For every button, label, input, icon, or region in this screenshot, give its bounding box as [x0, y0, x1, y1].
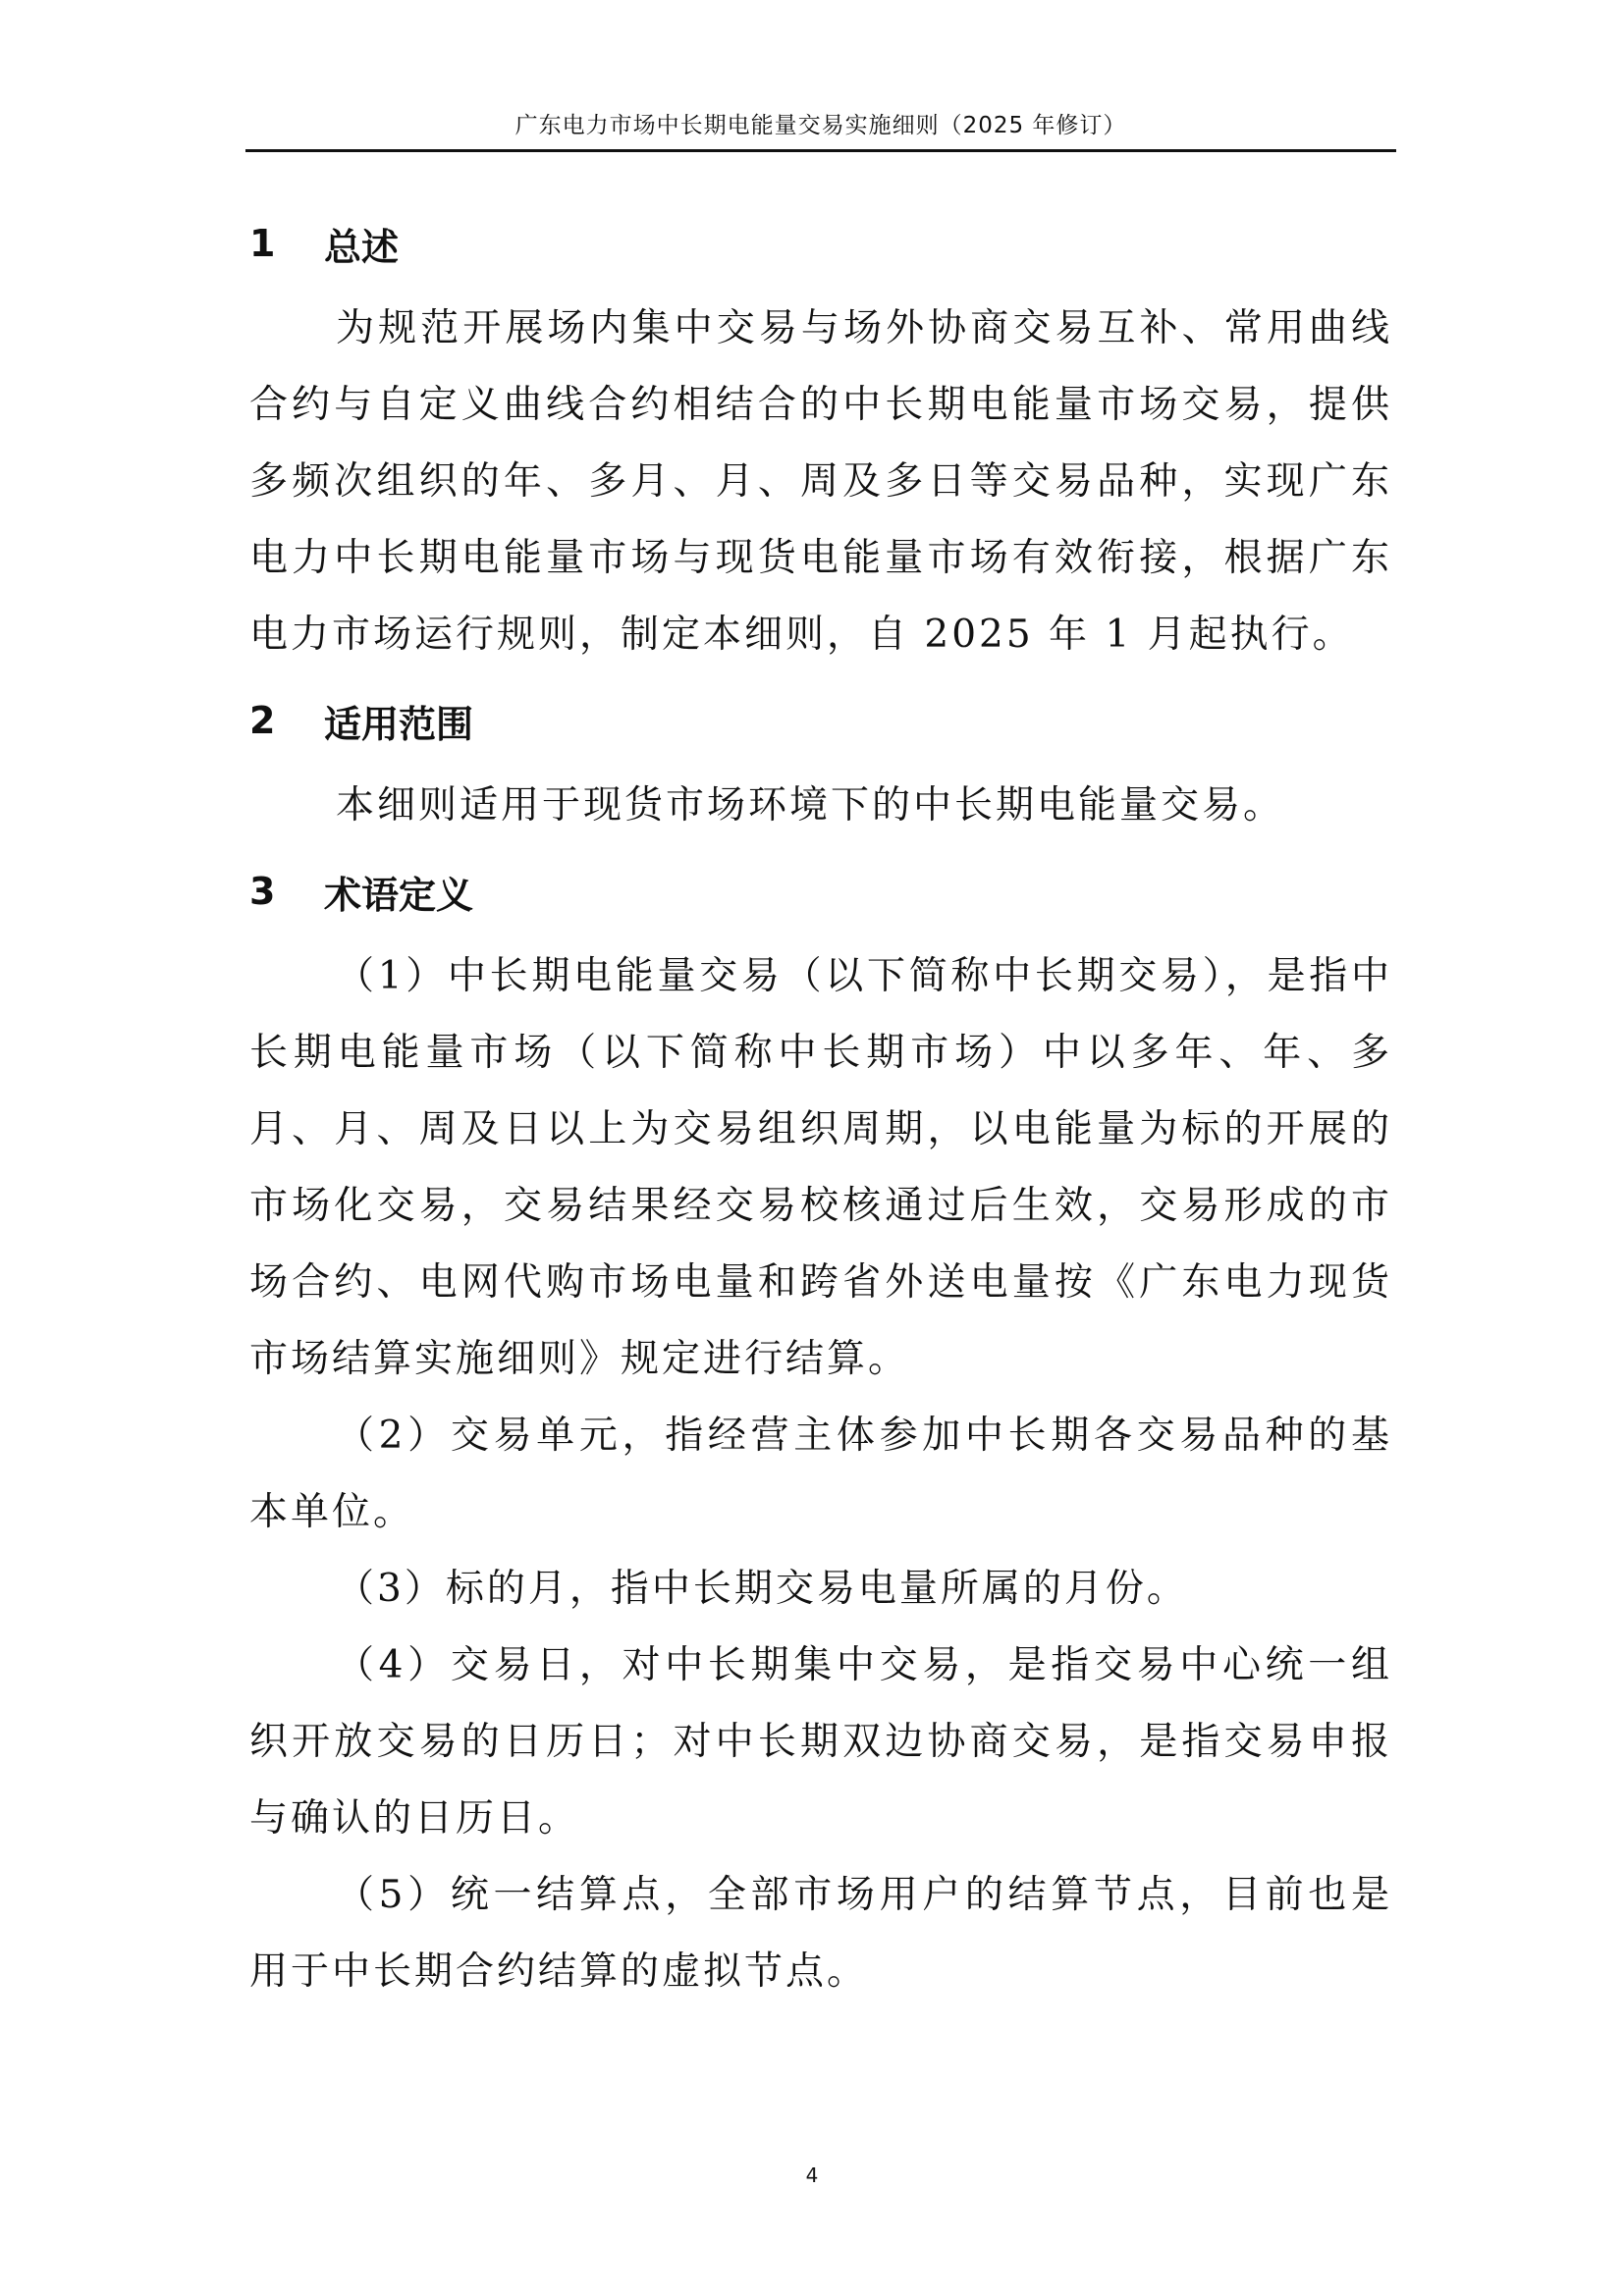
section-title: 术语定义: [324, 873, 474, 917]
section-title: 适用范围: [324, 702, 474, 746]
section-number: 3: [249, 870, 276, 913]
definition-paragraph: （1）中长期电能量交易（以下简称中长期交易），是指中长期电能量市场（以下简称中长期市场）中以多年、年、多月、月、周及日以上为交易组织周期，以电能量为标的开展的市场化交易，交易结果经交易校核通过后生效，交易形成的市场合约、电网代购市场电量和跨省外送电量按《广东电力现货市场结算实施细则》规定进行结算。: [249, 954, 1392, 1381]
paragraph: 为规范开展场内集中交易与场外协商交易互补、常用曲线合约与自定义曲线合约相结合的中长期电能量市场交易，提供多频次组织的年、多月、月、周及多日等交易品种，实现广东电力中长期电能量市场与现货电能量市场有效衔接，根据广东电力市场运行规则，制定本细则，自 2025 年 1 月起执行。: [249, 306, 1392, 657]
definition-paragraph: （4）交易日，对中长期集中交易，是指交易中心统一组织开放交易的日历日；对中长期双边协商交易，是指交易申报与确认的日历日。: [249, 1643, 1392, 1841]
section-title: 总述: [324, 225, 400, 269]
section-heading: [249, 844, 1392, 938]
paragraph: 本细则适用于现货市场环境下的中长期电能量交易。: [336, 783, 1285, 828]
section-1: [249, 196, 1392, 673]
section-2: [249, 673, 1392, 844]
section-3: [249, 844, 1392, 2010]
header-divider: [245, 149, 1396, 152]
section-heading: [249, 673, 1392, 768]
section-heading: [249, 196, 1392, 291]
document-body: [249, 196, 1392, 2010]
definition-paragraph: （5）统一结算点，全部市场用户的结算节点，目前也是用于中长期合约结算的虚拟节点。: [249, 1873, 1392, 1994]
section-number: 2: [249, 699, 276, 742]
page-header-title: 广东电力市场中长期电能量交易实施细则（2025 年修订）: [514, 113, 1127, 138]
page-number: 4: [805, 2163, 819, 2187]
definition-paragraph: （2）交易单元，指经营主体参加中长期各交易品种的基本单位。: [249, 1414, 1392, 1534]
definition-paragraph: （3）标的月，指中长期交易电量所属的月份。: [336, 1567, 1188, 1611]
section-number: 1: [249, 222, 276, 265]
